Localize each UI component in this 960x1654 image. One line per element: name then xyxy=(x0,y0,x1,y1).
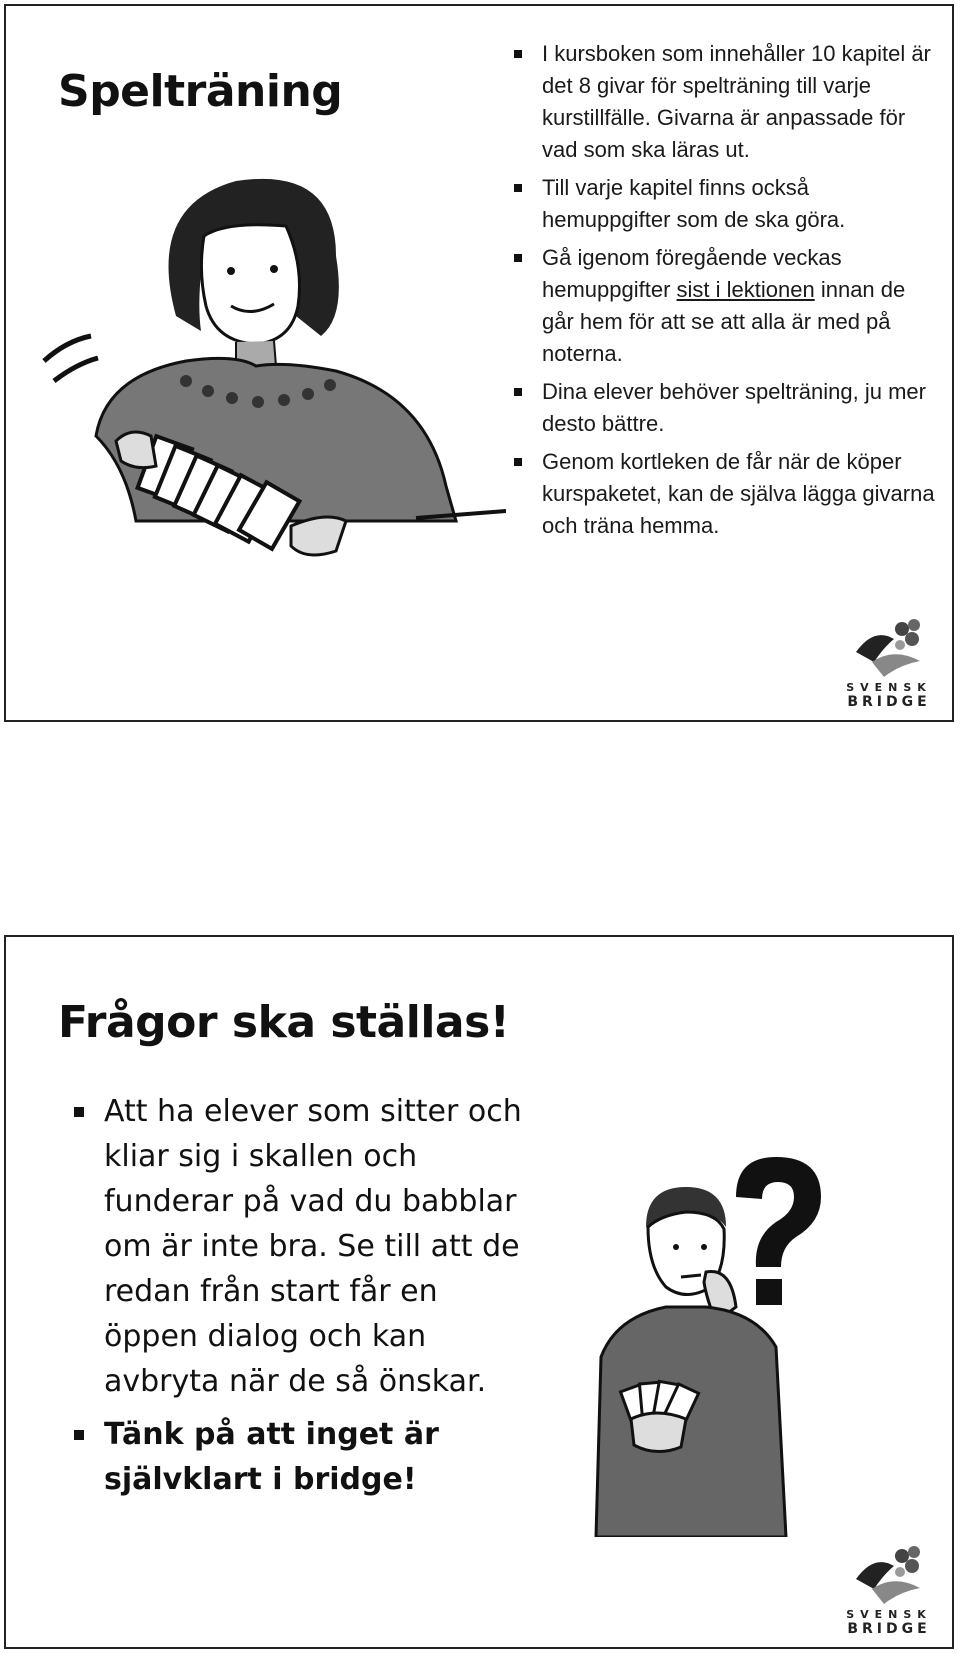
bullet-list xyxy=(542,38,942,548)
bullet-item: Att ha elever som sitter och kliar sig i skallen och funderar på vad du babblar om är inte bra. Se till att de redan från start får en öppen dialog och kan avbryta när de så önskar. xyxy=(104,1089,534,1404)
bullet-list xyxy=(104,1089,534,1510)
logo-line2: BRIDGE xyxy=(847,1621,931,1637)
slide-title: Spelträning xyxy=(58,66,343,117)
bullet-item: Till varje kapitel finns också hemuppgifter som de ska göra. xyxy=(542,172,942,236)
slide-fragor xyxy=(4,935,954,1649)
logo-line1: SVENSK xyxy=(846,1608,932,1621)
slide-speltraning xyxy=(4,4,954,722)
bullet-item: Dina elever behöver spelträning, ju mer desto bättre. xyxy=(542,376,942,440)
logo-line2: BRIDGE xyxy=(847,694,931,710)
man-thinking-illustration xyxy=(586,1157,836,1537)
woman-dealing-cards-illustration xyxy=(36,166,506,606)
underlined-text: sist i lektionen xyxy=(676,277,815,302)
bridge-logo-icon xyxy=(854,1544,924,1606)
logo-line1: SVENSK xyxy=(846,681,932,694)
bridge-logo-icon xyxy=(854,617,924,679)
bullet-item xyxy=(542,242,942,370)
svensk-bridge-logo xyxy=(844,1544,934,1637)
slide-title: Frågor ska ställas! xyxy=(58,997,510,1048)
bullet-text: innan de går hem för att se att alla är med på noterna. xyxy=(542,277,906,366)
svensk-bridge-logo xyxy=(844,617,934,710)
bullet-item: Genom kortleken de får när de köper kurspaketet, kan de själva lägga givarna och träna hemma. xyxy=(542,446,942,542)
bullet-text: Gå igenom föregående veckas hemuppgifter xyxy=(542,245,842,302)
bold-bullet-item: Tänk på att inget är självklart i bridge! xyxy=(104,1412,534,1502)
bullet-item: I kursboken som innehåller 10 kapitel är det 8 givar för spelträning till varje kurstillfälle. Givarna är anpassade för vad som ska läras ut. xyxy=(542,38,942,166)
question-mark-icon xyxy=(736,1157,821,1305)
